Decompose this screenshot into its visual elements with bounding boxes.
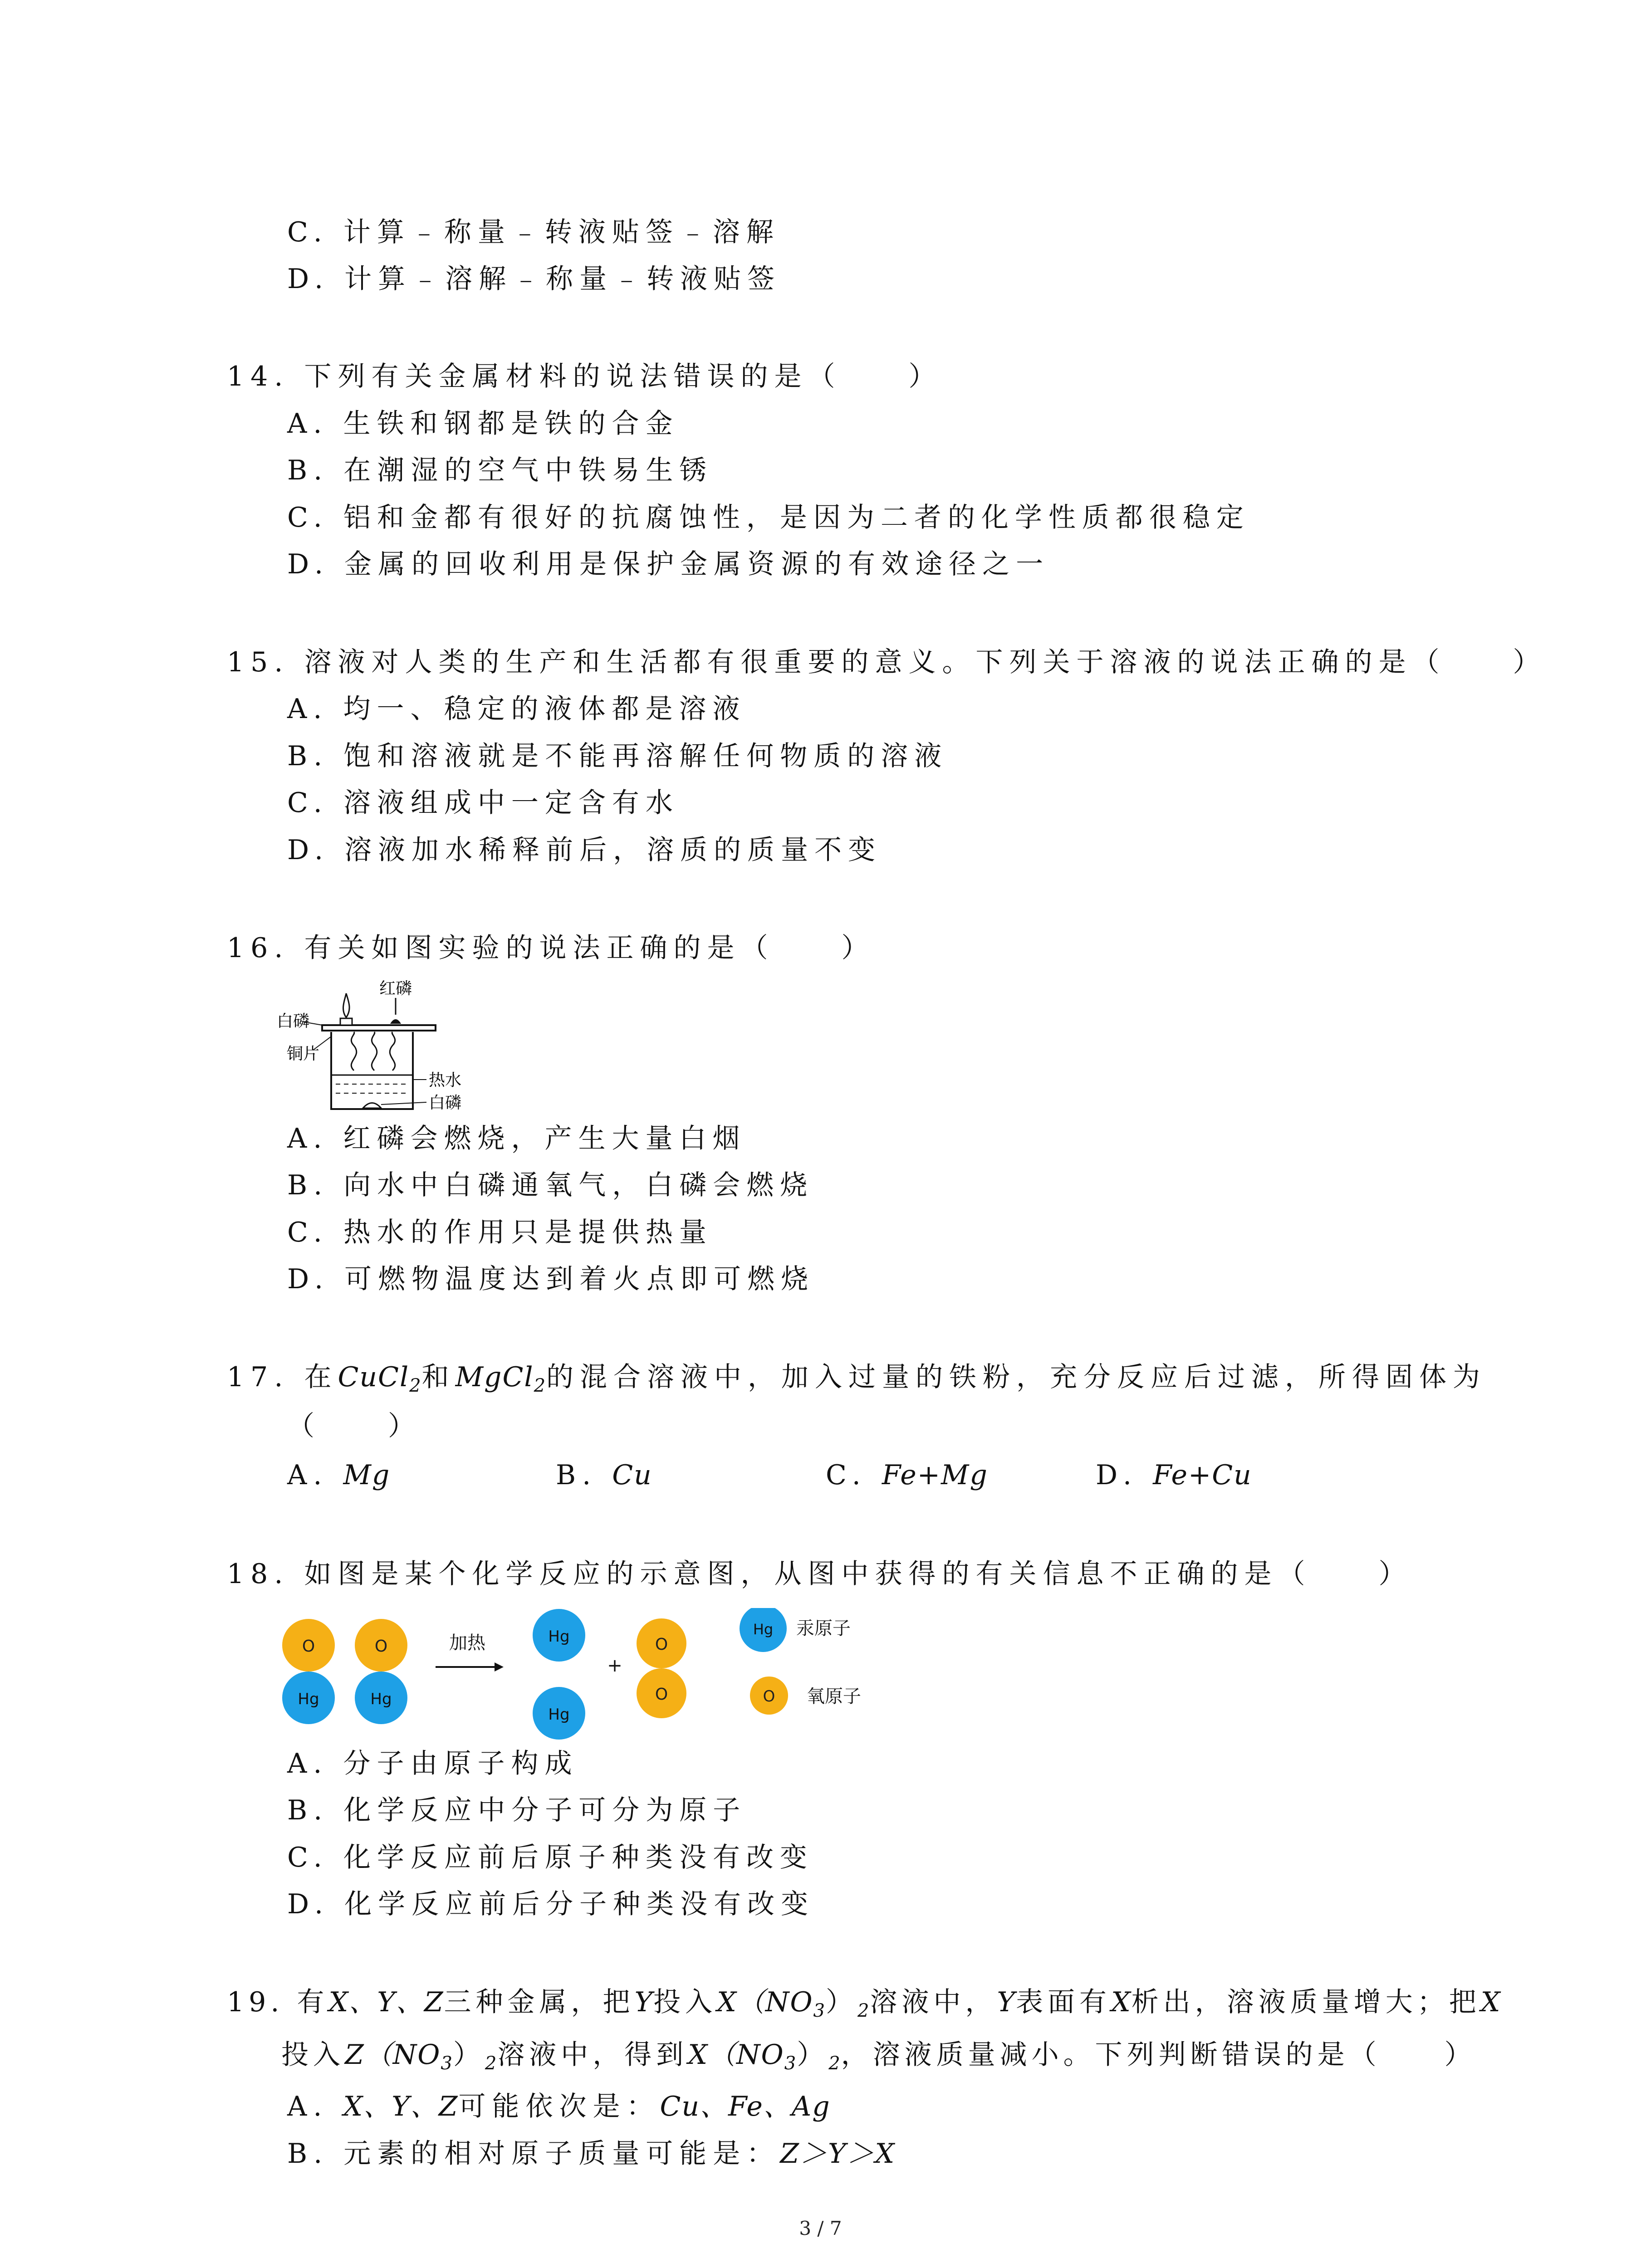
product-hg-atoms	[533, 1609, 585, 1740]
flame-icon	[343, 993, 349, 1017]
q13-option-d: D. 计算﹣溶解﹣称量﹣转液贴签	[287, 263, 781, 295]
label-white-phosphorus-top: 白磷	[277, 1012, 310, 1031]
legend-o-label: 氧原子	[807, 1686, 861, 1707]
q14-option-d: D. 金属的回收利用是保护金属资源的有效途径之一	[287, 548, 1050, 580]
plus-sign: +	[607, 1655, 622, 1676]
reactant-molecule-2	[355, 1619, 407, 1724]
svg-text:Hg: Hg	[548, 1706, 570, 1724]
q15-option-d: D. 溶液加水稀释前后，溶质的质量不变	[287, 834, 882, 866]
q14-option-c: C. 铝和金都有很好的抗腐蚀性，是因为二者的化学性质都很稳定	[287, 502, 1250, 533]
label-hot-water: 热水	[429, 1071, 462, 1090]
svg-text:Hg: Hg	[548, 1628, 570, 1646]
legend-hg-label: 汞原子	[796, 1618, 851, 1639]
q17-option-d: D. Fe+Cu	[1096, 1459, 1252, 1491]
q17-option-c: C. Fe+Mg	[826, 1459, 988, 1491]
svg-text:O: O	[374, 1637, 388, 1656]
red-phosphorus	[390, 1019, 401, 1024]
q13-option-c: C. 计算﹣称量﹣转液贴签﹣溶解	[287, 216, 780, 248]
q14-option-a: A. 生铁和钢都是铁的合金	[287, 408, 679, 440]
white-phosphorus-top	[340, 1018, 352, 1025]
q19-option-b: B. 元素的相对原子质量可能是：Z＞Y＞X	[287, 2138, 896, 2170]
q18-reaction-figure	[281, 1608, 880, 1740]
svg-text:O: O	[302, 1637, 315, 1656]
q15-option-b: B. 饱和溶液就是不能再溶解任何物质的溶液	[287, 740, 948, 772]
svg-text:Hg: Hg	[753, 1621, 774, 1638]
product-o2-molecule	[637, 1618, 686, 1718]
heat-label: 加热	[449, 1633, 485, 1653]
q19-option-a: A. X、Y、Z可能依次是：Cu、Fe、Ag	[287, 2091, 831, 2122]
svg-text:Hg: Hg	[298, 1690, 319, 1708]
q18-option-d: D. 化学反应前后分子种类没有改变	[287, 1888, 815, 1920]
q15-option-a: A. 均一、稳定的液体都是溶液	[287, 693, 746, 725]
q19-stem-line2: 投入$Z(NO_3)_2$溶液中，得到$X(NO_3)_2$，溶液质量减小。下列判断错误的是（ ）	[281, 2039, 1476, 2074]
q19-stem-line1: 19. 有X、Y、Z三种金属，把Y投入$X(NO_3)_2$溶液中，Y表面有X析出，溶液质量增大；把X	[227, 1986, 1501, 2021]
page-number: 3 / 7	[799, 2217, 842, 2239]
q14-stem: 14. 下列有关金属材料的说法错误的是（ ）	[227, 361, 942, 392]
q14-option-b: B. 在潮湿的空气中铁易生锈	[287, 455, 713, 486]
q16-option-d: D. 可燃物温度达到着火点即可燃烧	[287, 1263, 815, 1295]
svg-text:O: O	[655, 1635, 668, 1654]
q17-stem: 17. 在CuCl$_2$和MgCl$_2$的混合溶液中，加入过量的铁粉，充分反应后过滤，所得固体为	[227, 1361, 1487, 1396]
q18-option-a: A. 分子由原子构成	[287, 1748, 578, 1779]
q18-option-b: B. 化学反应中分子可分为原子	[287, 1794, 747, 1826]
label-red-phosphorus: 红磷	[379, 979, 412, 998]
q17-option-a: A. Mg	[287, 1459, 391, 1491]
q15-option-c: C. 溶液组成中一定含有水	[287, 787, 679, 819]
white-phosphorus-bottom	[363, 1103, 381, 1109]
q17-answer-paren: （ ）	[287, 1410, 421, 1442]
legend	[740, 1608, 861, 1715]
label-white-phosphorus-bottom: 白磷	[429, 1094, 462, 1112]
q17-option-b: B. Cu	[556, 1459, 652, 1491]
q16-option-c: C. 热水的作用只是提供热量	[287, 1217, 713, 1248]
q16-option-a: A. 红磷会燃烧，产生大量白烟	[287, 1123, 746, 1154]
label-copper: 铜片	[287, 1045, 320, 1063]
q18-option-c: C. 化学反应前后原子种类没有改变	[287, 1842, 813, 1873]
q16-option-b: B. 向水中白磷通氧气，白磷会燃烧	[287, 1169, 814, 1201]
svg-text:O: O	[655, 1685, 668, 1704]
svg-text:O: O	[763, 1687, 775, 1706]
q16-experiment-figure	[277, 973, 485, 1118]
q18-stem: 18. 如图是某个化学反应的示意图，从图中获得的有关信息不正确的是（ ）	[227, 1558, 1412, 1590]
reactant-molecule-1	[282, 1619, 335, 1724]
svg-text:Hg: Hg	[370, 1690, 392, 1708]
copper-plate	[322, 1025, 436, 1031]
q15-stem: 15. 溶液对人类的生产和生活都有很重要的意义。下列关于溶液的说法正确的是（ ）	[227, 646, 1547, 678]
q16-stem: 16. 有关如图实验的说法正确的是（ ）	[227, 932, 875, 964]
